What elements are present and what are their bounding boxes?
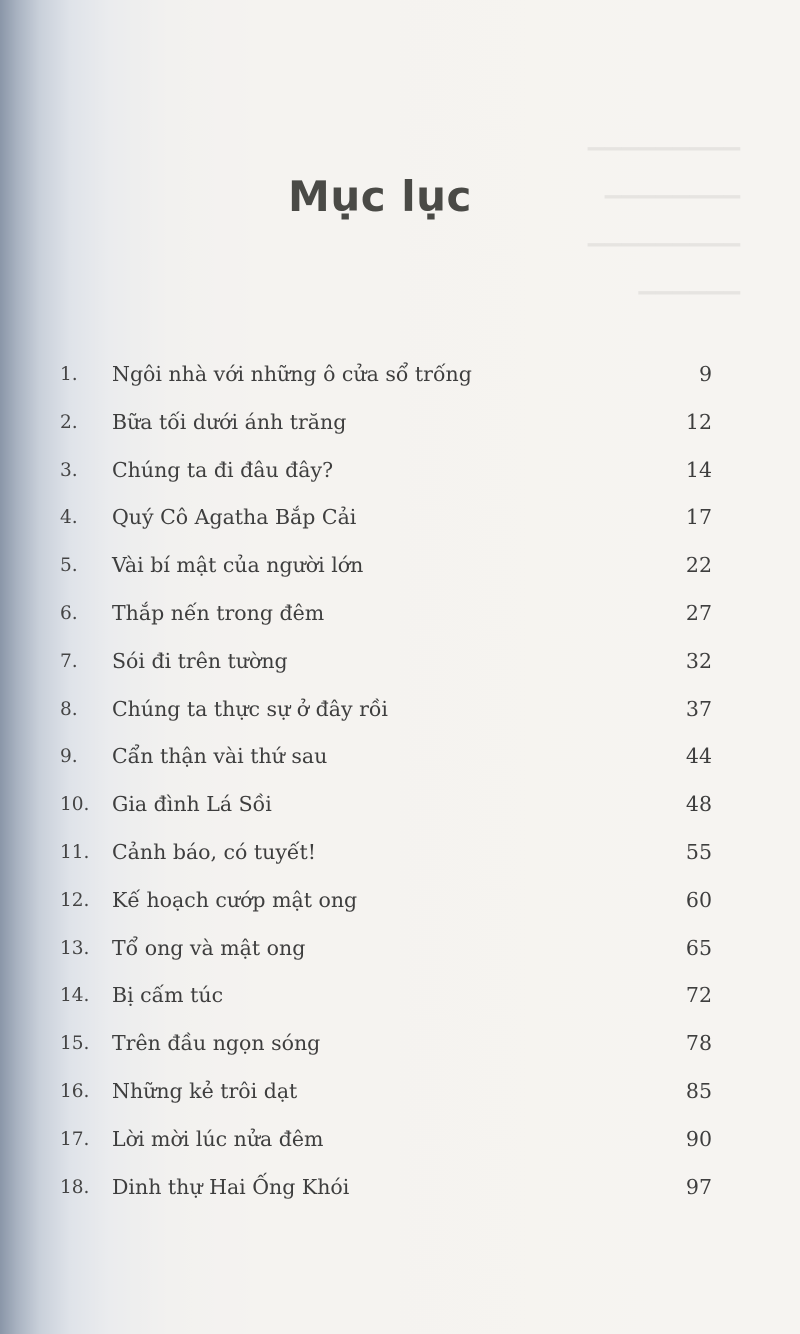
toc-entry-number: 12. [60,889,90,911]
toc-entry-number: 11. [60,841,90,863]
toc-entry [0,402,800,450]
toc-entry-title: Kế hoạch cướp mật ong [112,887,358,912]
toc-entry [0,593,800,641]
toc-entry [0,1119,800,1167]
toc-entry [0,784,800,832]
toc-entry-title: Quý Cô Agatha Bắp Cải [112,505,357,530]
toc-entry-number: 8. [60,698,78,720]
toc-entry-title: Lời mời lúc nửa đêm [112,1126,324,1151]
toc-entry-title: Gia đình Lá Sồi [112,792,272,817]
toc-entry-number: 14. [60,985,90,1007]
toc-entry-page: 27 [685,600,712,625]
toc-entry [0,736,800,784]
toc-entry-title: Những kẻ trôi dạt [112,1078,298,1103]
toc-entry-number: 10. [60,794,90,816]
toc-entry-title: Bị cấm túc [112,983,224,1008]
toc-entry-page: 9 [698,362,712,386]
toc-entry-page: 65 [685,935,712,960]
toc-entry-title: Cẩn thận vài thứ sau [112,744,328,769]
toc-entry-page: 78 [685,1031,712,1056]
toc-entry-title: Sói đi trên tường [112,648,288,673]
toc-entry-page: 60 [685,887,712,912]
toc-entry-number: 4. [60,507,78,529]
toc-entry-page: 17 [685,505,712,530]
toc-entry-number: 3. [60,459,78,481]
toc-entry-number: 17. [60,1128,90,1150]
toc-entry-number: 9. [60,746,78,768]
toc-entry-number: 2. [60,411,78,433]
toc-entry [0,928,800,976]
toc-entry-page: 72 [685,983,712,1008]
toc-entry-title: Thắp nến trong đêm [112,600,325,625]
toc-entry-page: 12 [685,409,712,434]
toc-entry-number: 5. [60,555,78,577]
toc-entry-page: 48 [685,792,712,817]
toc-entry [0,1023,800,1071]
toc-entry [0,880,800,928]
toc-entry [0,689,800,737]
toc-entry-page: 97 [685,1174,712,1199]
toc-entry [0,975,800,1023]
page-title: Mục lục [288,172,472,221]
toc-entry-title: Bữa tối dưới ánh trăng [112,409,347,434]
toc-entry-page: 85 [685,1078,712,1103]
toc-entry [0,1071,800,1119]
toc-entry [0,1167,800,1215]
toc-entry [0,497,800,545]
table-of-contents [0,354,800,1214]
toc-entry-number: 16. [60,1080,90,1102]
toc-entry [0,450,800,498]
toc-entry-number: 18. [60,1176,90,1198]
toc-entry-page: 14 [685,457,712,482]
toc-entry-number: 1. [60,364,78,385]
toc-entry-title: Vài bí mật của người lớn [112,553,364,578]
toc-entry-number: 6. [60,602,78,624]
toc-entry-title: Trên đầu ngọn sóng [112,1031,321,1056]
toc-entry-page: 37 [685,696,712,721]
toc-entry-title: Tổ ong và mật ong [112,935,306,960]
toc-entry-title: Chúng ta đi đâu đây? [112,457,334,482]
toc-entry-page: 44 [685,744,712,769]
show-through-texture: ▁▁▁▁▁▁▁▁▁ ▁▁▁▁▁▁▁▁ ▁▁▁▁▁▁▁▁▁ ▁▁▁▁▁▁ [587,126,740,295]
toc-entry-number: 13. [60,937,90,959]
toc-entry-title: Chúng ta thực sự ở đây rồi [112,696,388,721]
toc-entry [0,545,800,593]
toc-entry-title: Dinh thự Hai Ống Khói [112,1174,350,1199]
toc-entry [0,832,800,880]
toc-entry-number: 15. [60,1033,90,1055]
toc-entry-page: 22 [685,553,712,578]
toc-entry-title: Cảnh báo, có tuyết! [112,839,316,864]
toc-entry-number: 7. [60,650,78,672]
toc-entry [0,354,800,402]
toc-entry-page: 32 [685,648,712,673]
toc-entry-page: 55 [685,839,712,864]
toc-entry-title: Ngôi nhà với những ô cửa sổ trống [112,362,472,386]
toc-entry [0,641,800,689]
toc-entry-page: 90 [685,1126,712,1151]
